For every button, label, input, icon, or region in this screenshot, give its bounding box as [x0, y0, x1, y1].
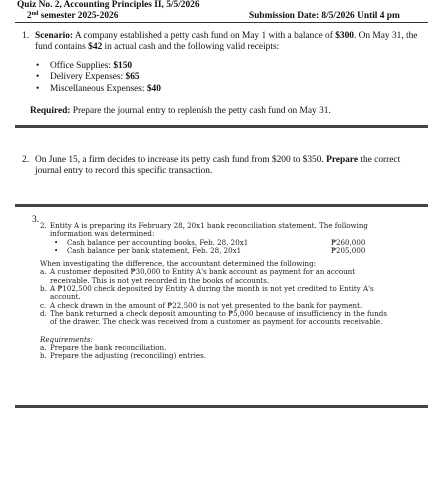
question-number: 3.	[32, 215, 40, 225]
submission-date: Submission Date: 8/5/2026 Until 4 pm	[249, 11, 400, 21]
semester-line: 2nd semester 2025-2026	[27, 11, 119, 21]
list-item: • Miscellaneous Expenses: $40	[36, 83, 161, 94]
list-item: c. A check drawn in the amount of ₱22,500 is not yet presented to the bank for payment.	[40, 300, 363, 310]
question-3-problem	[40, 222, 390, 360]
list-item: b. A ₱102,500 check deposited by Entity A during the month is not yet credited to Entity A's account.	[40, 284, 374, 302]
bullet-icon: •	[54, 245, 59, 255]
question-1-required: Required: Prepare the journal entry to replenish the petty cash fund on May 31.	[30, 106, 331, 116]
investigation-intro: When investigating the difference, the accountant determined the following:	[40, 259, 317, 269]
list-item: b. Prepare the adjusting (reconciling) entries.	[40, 351, 206, 361]
balance-amount: ₱205,000	[331, 245, 366, 255]
question-1-scenario: Scenario: A company established a petty cash fund on May 1 with a balance of $300. On May 31, the fund contains $42 in actual cash and the following valid receipts:	[35, 31, 418, 53]
header-divider	[15, 22, 428, 23]
balance-amount: ₱260,000	[331, 237, 366, 247]
question-2-text: On June 15, a firm decides to increase its petty cash fund from $200 to $350. Prepare the correct journal entry to record this specific transaction.	[35, 155, 401, 177]
list-item: d. The bank returned a check deposit amounting to ₱5,000 because of insufficiency in the funds of the drawer. The check was received from a customer as payment for accounts receivable.	[40, 308, 387, 327]
receipts-list	[36, 61, 161, 95]
item-number: 2.	[40, 221, 47, 230]
requirements-label: Requirements:	[40, 334, 93, 344]
bullet-icon: •	[54, 237, 59, 247]
list-item: • Delivery Expenses: $65	[36, 72, 140, 83]
bullet-icon: •	[36, 83, 40, 94]
section-divider	[15, 125, 428, 128]
question-number: 1.	[22, 31, 30, 41]
section-divider	[15, 405, 428, 408]
quiz-title: Quiz No. 2, Accounting Principles II, 5/5/2026	[17, 0, 200, 10]
list-item: • Office Supplies: $150	[36, 61, 133, 71]
balance-row: • Cash balance per bank statement, Feb. 28, 20x1 ₱205,000	[54, 245, 366, 255]
bullet-icon: •	[36, 61, 40, 71]
question-number: 2.	[22, 155, 30, 165]
bullet-icon: •	[36, 72, 40, 83]
list-item: a. A customer deposited ₱30,000 to Entity A's bank account as payment for an account receivable. This is not yet recorded in the books of accounts.	[40, 267, 356, 285]
list-item: a. Prepare the bank reconciliation.	[40, 342, 167, 352]
section-divider	[15, 204, 428, 207]
balance-row: • Cash balance per accounting books, Feb. 28, 20x1 ₱260,000	[54, 237, 366, 247]
problem-intro: 2. Entity A is preparing its February 28, 20x1 bank reconciliation statement. The following information was determined:	[40, 221, 368, 239]
